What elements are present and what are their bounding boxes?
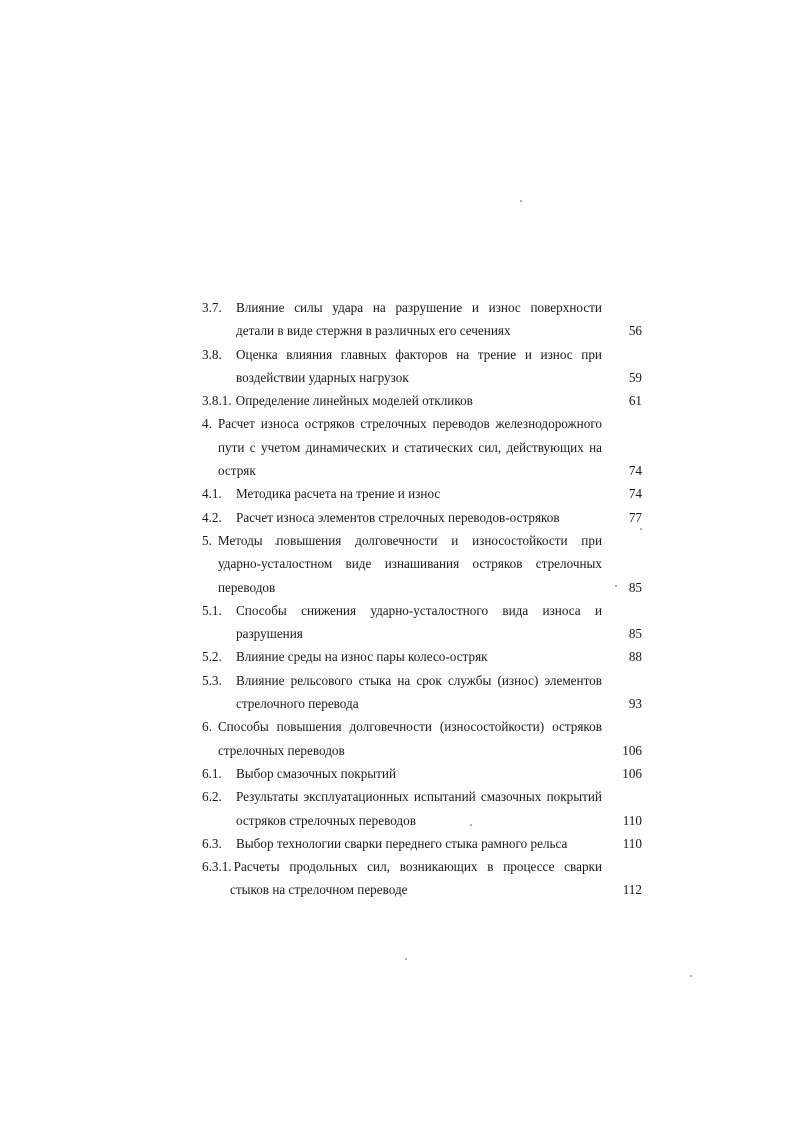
entry-title: Способы снижения ударно-усталостного вида износа и <box>236 602 602 618</box>
table-of-contents <box>202 296 642 902</box>
entry-title: Расчет износа остряков стрелочных переводов железнодорожного <box>217 416 602 432</box>
entry-title-continued: остряков стрелочных переводов <box>236 812 416 828</box>
entry-number: 6. <box>202 719 212 735</box>
toc-entry[interactable] <box>202 343 642 390</box>
toc-entry[interactable] <box>202 599 642 646</box>
toc-entry[interactable] <box>202 832 642 855</box>
entry-title-continued: пути с учетом динамических и статических сил, действующих на <box>218 439 602 455</box>
entry-title: Методика расчета на трение и износ <box>236 486 441 502</box>
entry-number: 3.8.1. <box>202 393 232 409</box>
toc-entry[interactable] <box>202 855 642 902</box>
entry-title-continued: детали в виде стержня в различных его сечениях <box>236 323 511 339</box>
entry-number: 6.3.1. <box>202 859 232 875</box>
entry-number: 6.3. <box>202 835 222 851</box>
entry-title: Определение линейных моделей откликов <box>235 393 473 409</box>
entry-number: 3.7. <box>202 300 222 315</box>
page-number: 74 <box>628 486 642 502</box>
entry-title: Способы повышения долговечности (износостойкости) остряков <box>217 719 602 735</box>
entry-number: 5. <box>202 532 212 548</box>
entry-number: 6.2. <box>202 789 222 805</box>
page-number: 93 <box>628 696 642 712</box>
page-number: 112 <box>622 882 642 898</box>
page-number: 85 <box>628 579 642 595</box>
entry-title-continued: стыков на стрелочном переводе <box>230 882 408 898</box>
toc-entry[interactable] <box>202 412 642 482</box>
toc-entry[interactable] <box>202 669 642 716</box>
entry-number: 4. <box>202 416 212 432</box>
entry-number: 5.3. <box>202 672 222 688</box>
entry-title: Расчет износа элементов стрелочных переводов-остряков <box>236 509 560 525</box>
toc-entry[interactable] <box>202 645 642 668</box>
entry-title: Влияние рельсового стыка на срок службы (износ) элементов <box>236 672 602 688</box>
entry-title: Влияние силы удара на разрушение и износ поверхности <box>236 300 602 315</box>
page-number: 88 <box>628 649 642 665</box>
page-number: 110 <box>622 812 642 828</box>
entry-number: 3.8. <box>202 346 222 362</box>
page-number: 56 <box>628 323 642 339</box>
entry-number: 6.1. <box>202 765 222 781</box>
page-number: 59 <box>628 369 642 385</box>
entry-number: 5.2. <box>202 649 222 665</box>
toc-entry[interactable] <box>202 715 642 762</box>
entry-title: Влияние среды на износ пары колесо-остряк <box>236 649 488 665</box>
toc-entry[interactable] <box>202 482 642 505</box>
entry-title: Выбор смазочных покрытий <box>236 765 397 781</box>
entry-number: 4.2. <box>202 509 222 525</box>
toc-entry[interactable] <box>202 762 642 785</box>
entry-title-continued: разрушения <box>236 626 303 642</box>
page-number: 77 <box>628 509 642 525</box>
entry-number: 5.1. <box>202 602 222 618</box>
page-number: 61 <box>628 393 642 409</box>
entry-title: Расчеты продольных сил, возникающих в процессе сварки <box>233 859 602 875</box>
entry-number: 4.1. <box>202 486 222 502</box>
entry-title-continued: воздействии ударных нагрузок <box>236 369 409 385</box>
entry-title-continued: стрелочного перевода <box>236 696 359 712</box>
entry-title-continued: ударно-усталостном виде изнашивания остряков стрелочных <box>218 556 602 572</box>
entry-title: Оценка влияния главных факторов на трение и износ при <box>236 346 602 362</box>
page-number: 74 <box>628 463 642 479</box>
entry-title: Результаты эксплуатационных испытаний смазочных покрытий <box>236 789 602 805</box>
entry-title: Выбор технологии сварки переднего стыка рамного рельса <box>236 835 568 851</box>
toc-entry[interactable] <box>202 296 642 343</box>
toc-entry[interactable] <box>202 506 642 529</box>
toc-entry[interactable] <box>202 529 642 599</box>
entry-title-continued: стрелочных переводов <box>218 742 345 758</box>
toc-entry[interactable] <box>202 389 642 412</box>
page-number: 106 <box>622 765 642 781</box>
toc-entry[interactable] <box>202 785 642 832</box>
page-number: 85 <box>628 626 642 642</box>
page-number: 106 <box>622 742 642 758</box>
entry-title-continued: остряк <box>218 463 256 479</box>
page-number: 110 <box>622 835 642 851</box>
entry-title-continued: переводов <box>218 579 276 595</box>
entry-title: Методы повышения долговечности и износостойкости при <box>217 532 602 548</box>
